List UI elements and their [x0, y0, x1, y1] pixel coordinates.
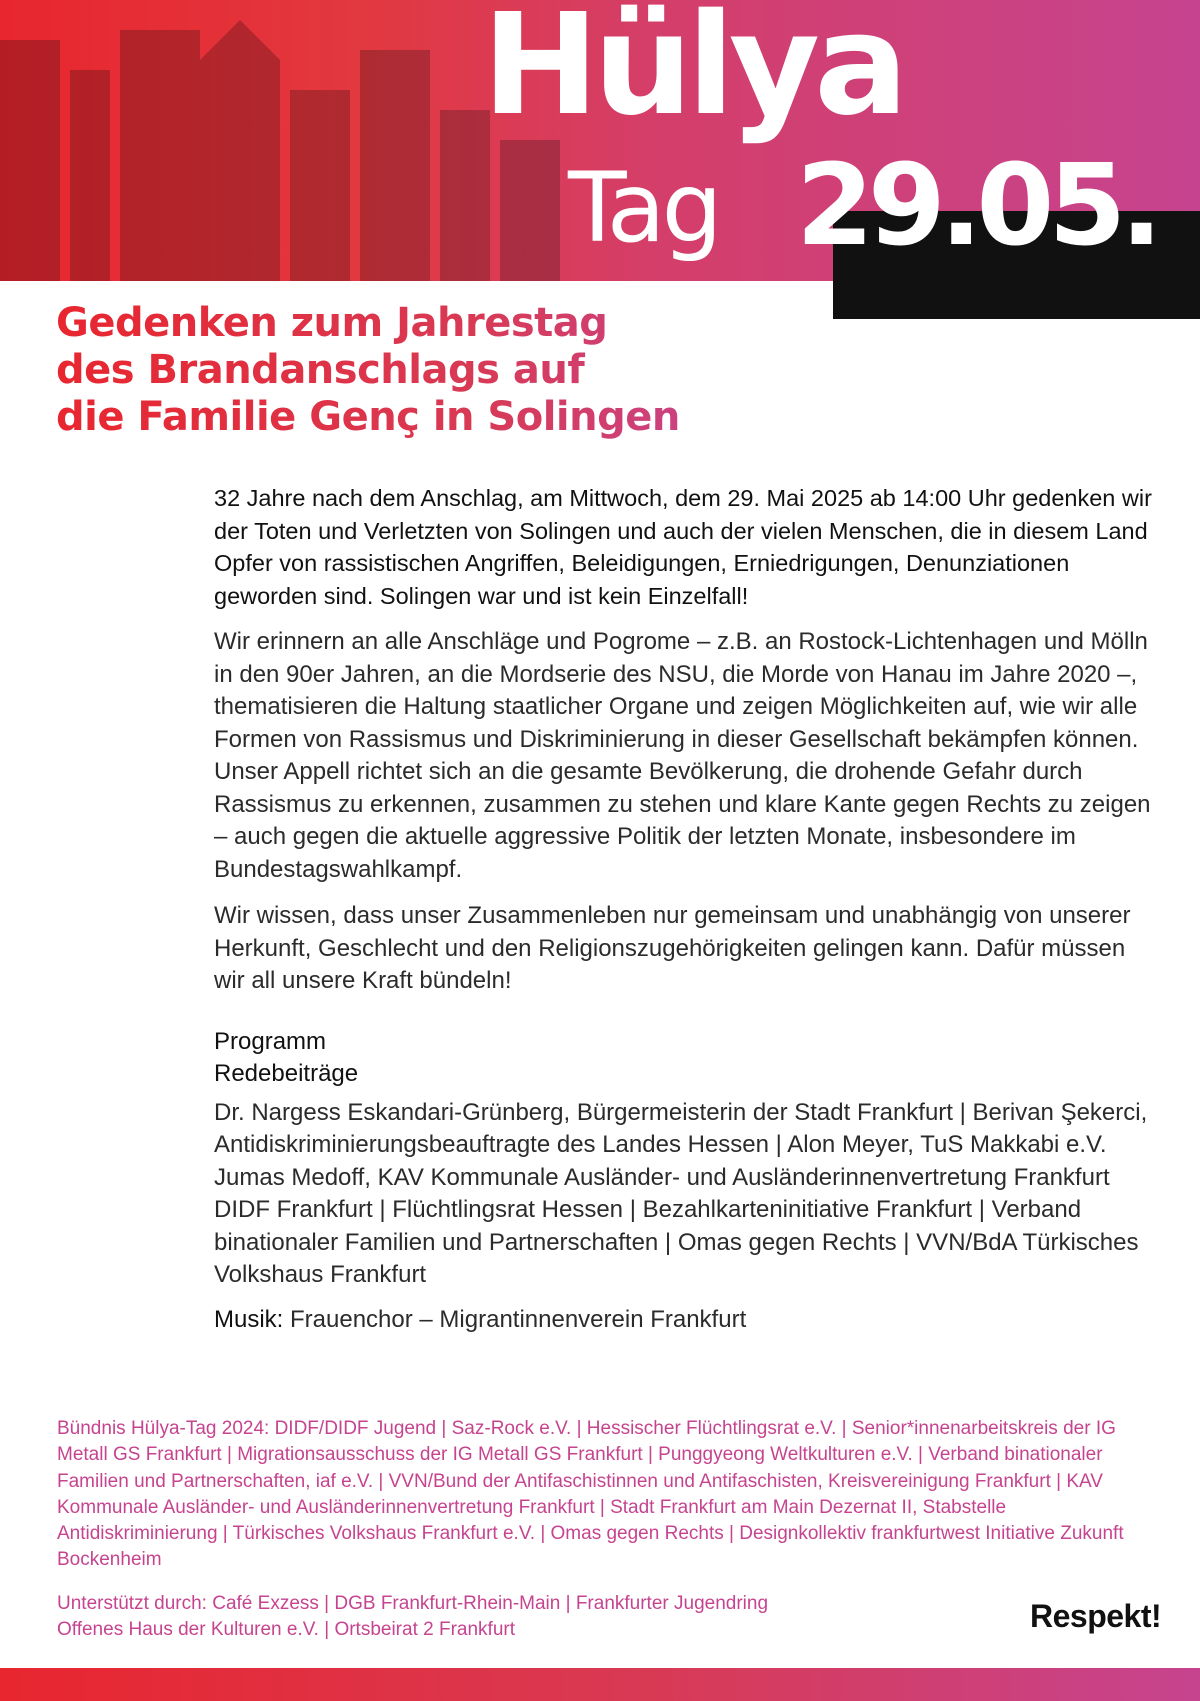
main-content [214, 482, 1152, 1336]
alliance-list: Bündnis Hülya-Tag 2024: DIDF/DIDF Jugend | Saz-Rock e.V. | Hessischer Flüchtlingsrat e.V. | Senior*innenarbeitskreis der IG Metall GS Frankfurt | Migrationsausschuss der IG Metall GS Frankfurt | Punggyeong Weltkulturen e.V. | Verband binationaler Familien und Partnerschaften, iaf e.V. | VVN/Bund der Antifaschistinnen und Antifaschisten, Kreisvereinigung Frankfurt | KAV Kommunale Ausländer- und Ausländerinnenvertretung Frankfurt | Stadt Frankfurt am Main Dezernat II, Stabstelle Antidiskriminierung | Türkisches Volkshaus Frankfurt e.V. | Omas gegen Rechts | Designkollektiv frankfurtwest Initiative Zukunft Bockenheim [57, 1418, 1124, 1571]
music-label: Musik: [214, 1305, 284, 1333]
unity-paragraph: Wir wissen, dass unser Zusammenleben nur gemeinsam und unabhängig von unserer Herkunft, Geschlecht und den Religionszugehörigkeiten gelingen kann. Dafür müssen wir all unsere Kraft bündeln! [214, 902, 1131, 994]
intro-paragraph: 32 Jahre nach dem Anschlag, am Mittwoch, dem 29. Mai 2025 ab 14:00 Uhr gedenken wir der Toten und Verletzten von Solingen und auch der vielen Menschen, die in diesem Land Opfer von rassistischen Angriffen, Beleidigungen, Erniedrigungen, Denunziationen geworden sind. Solingen war und ist kein Einzelfall! [214, 485, 1152, 609]
program-title: Programm [214, 1027, 327, 1055]
program-heading [214, 1026, 1152, 1091]
bottom-bar [0, 1668, 1200, 1701]
headline-line-1: Gedenken zum Jahrestag [56, 300, 608, 346]
headline-line-2: des Brandanschlags auf [56, 347, 585, 393]
remembrance-paragraph: Wir erinnern an alle Anschläge und Pogrome – z.B. an Rostock-Lichtenhagen und Mölln in den 90er Jahren, an die Mordserie des NSU, die Morde von Hanau im Jahre 2020 –, thematisieren die Haltung staatlicher Organe und zeigen Möglichkeiten auf, wie wir alle Formen von Rassismus und Diskriminierung in dieser Gesellschaft bekämpfen können. [214, 628, 1148, 753]
music-value: Frauenchor – Migrantinnenverein Frankfurt [283, 1305, 747, 1333]
supporters-line-2: Offenes Haus der Kulturen e.V. | Ortsbeirat 2 Frankfurt [57, 1619, 515, 1641]
program-subtitle: Redebeiträge [214, 1060, 359, 1087]
appeal-paragraph: Unser Appell richtet sich an die gesamte Bevölkerung, die drohende Gefahr durch Rassismus zu erkennen, zusammen zu stehen und klare Kante gegen Rechts zu zeigen – auch gegen die aktuelle aggressive Politik der letzten Monate, insbesondere im Bundestagswahlkampf. [214, 758, 1151, 883]
event-date: 29.05. [796, 141, 1157, 271]
slogan: Respekt! [1030, 1598, 1162, 1634]
headline-line-3: die Familie Genç in Solingen [56, 394, 680, 440]
cityscape-photo [0, 0, 560, 281]
speakers-list: Dr. Nargess Eskandari-Grünberg, Bürgermeisterin der Stadt Frankfurt | Berivan Şekerci, Antidiskriminierungsbeauftragte des Landes Hessen | Alon Meyer, TuS Makkabi e.V. Jumas Medoff, KAV Kommunale Ausländer- und Ausländerinnenvertretung Frankfurt DIDF Frankfurt | Flüchtlingsrat Hessen | Bezahlkarteninitiative Frankfurt | Verband binationaler Familien und Partnerschaften | Omas gegen Rechts | VVN/BdA Türkisches Volkshaus Frankfurt [214, 1098, 1148, 1288]
music-line [214, 1304, 1152, 1337]
title-tag: Tag [568, 152, 719, 264]
title-hulya: Hülya [482, 0, 903, 147]
supporters [57, 1591, 857, 1644]
supporters-line-1: Unterstützt durch: Café Exzess | DGB Frankfurt-Rhein-Main | Frankfurter Jugendring [57, 1593, 769, 1614]
headline [56, 300, 756, 441]
